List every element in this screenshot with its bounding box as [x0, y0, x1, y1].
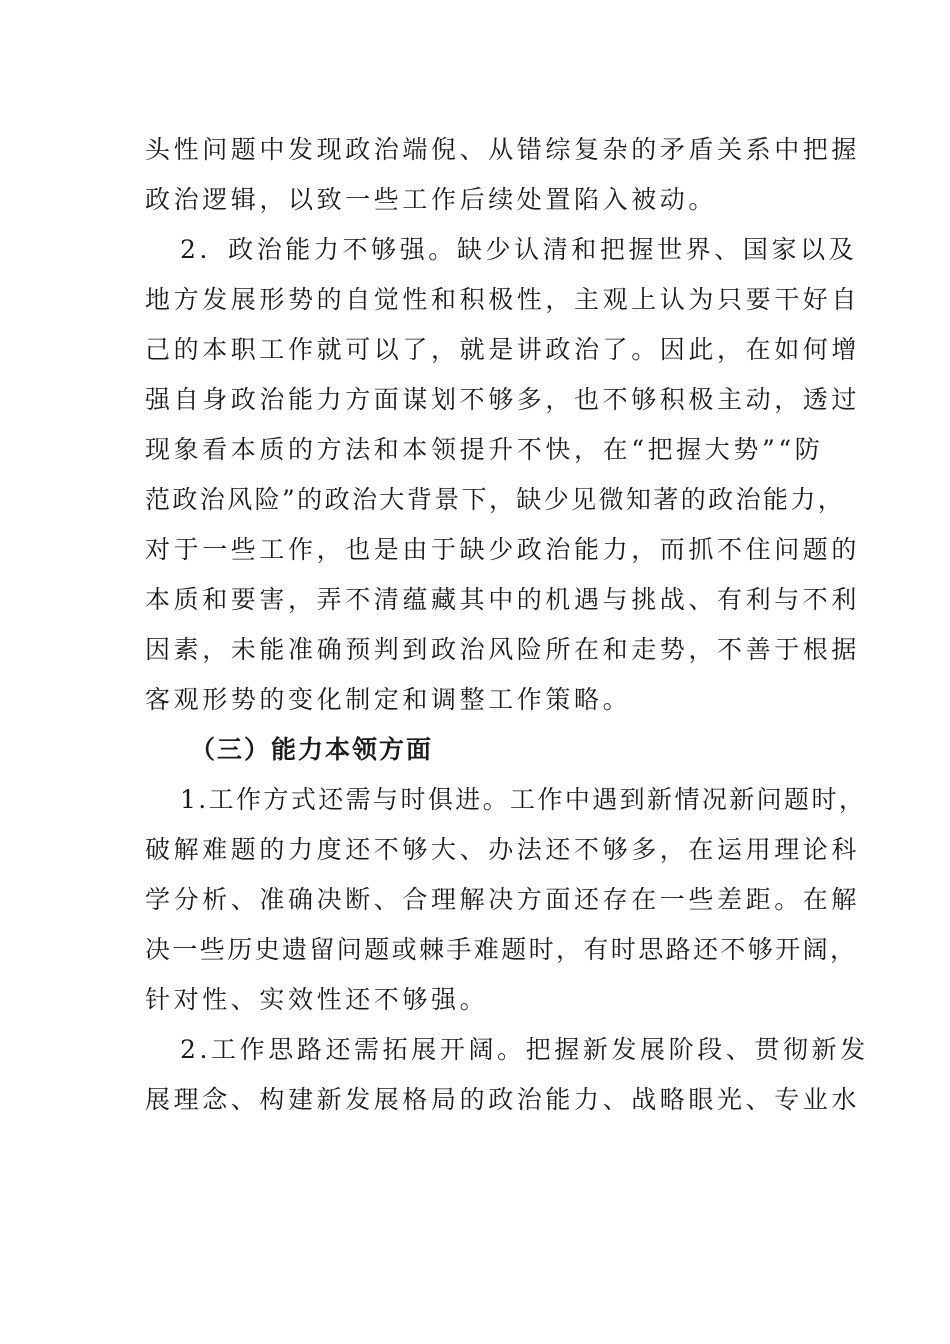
- text-line: 政治逻辑，以致一些工作后续处置陷入被动。: [145, 185, 718, 214]
- text-line: 现象看本质的方法和本领提升不快，在“把握大势”“防: [145, 435, 824, 464]
- paragraph-first-line: 1.工作方式还需与时俱进。工作中遇到新情况新问题时，: [180, 785, 867, 814]
- text-line: 针对性、实效性还不够强。: [145, 985, 489, 1014]
- text-line: 对于一些工作，也是由于缺少政治能力，而抓不住问题的: [145, 535, 861, 564]
- text-line: 头性问题中发现政治端倪、从错综复杂的矛盾关系中把握: [145, 135, 861, 164]
- text-line: 展理念、构建新发展格局的政治能力、战略眼光、专业水: [145, 1085, 861, 1114]
- text-line: 学分析、准确决断、合理解决方面还存在一些差距。在解: [145, 885, 861, 914]
- paragraph-first-line: 2.工作思路还需拓展开阔。把握新发展阶段、贯彻新发: [180, 1035, 869, 1064]
- text-line: 客观形势的变化制定和调整工作策略。: [145, 685, 632, 714]
- paragraph-first-line: 2．政治能力不够强。缺少认清和把握世界、国家以及: [180, 235, 858, 264]
- text-line: 决一些历史遗留问题或棘手难题时，有时思路还不够开阔，: [145, 935, 858, 964]
- text-line: 己的本职工作就可以了，就是讲政治了。因此，在如何增: [145, 335, 861, 364]
- text-line: 强自身政治能力方面谋划不够多，也不够积极主动，透过: [145, 385, 861, 414]
- text-line: 地方发展形势的自觉性和积极性，主观上认为只要干好自: [145, 285, 861, 314]
- text-line: 因素，未能准确预判到政治风险所在和走势，不善于根据: [145, 635, 861, 664]
- text-line: 本质和要害，弄不清蕴藏其中的机遇与挑战、有利与不利: [145, 585, 861, 614]
- text-line: 范政治风险”的政治大背景下，缺少见微知著的政治能力，: [145, 485, 846, 514]
- section-heading: （三）能力本领方面: [190, 735, 434, 764]
- text-line: 破解难题的力度还不够大、办法还不够多，在运用理论科: [145, 835, 861, 864]
